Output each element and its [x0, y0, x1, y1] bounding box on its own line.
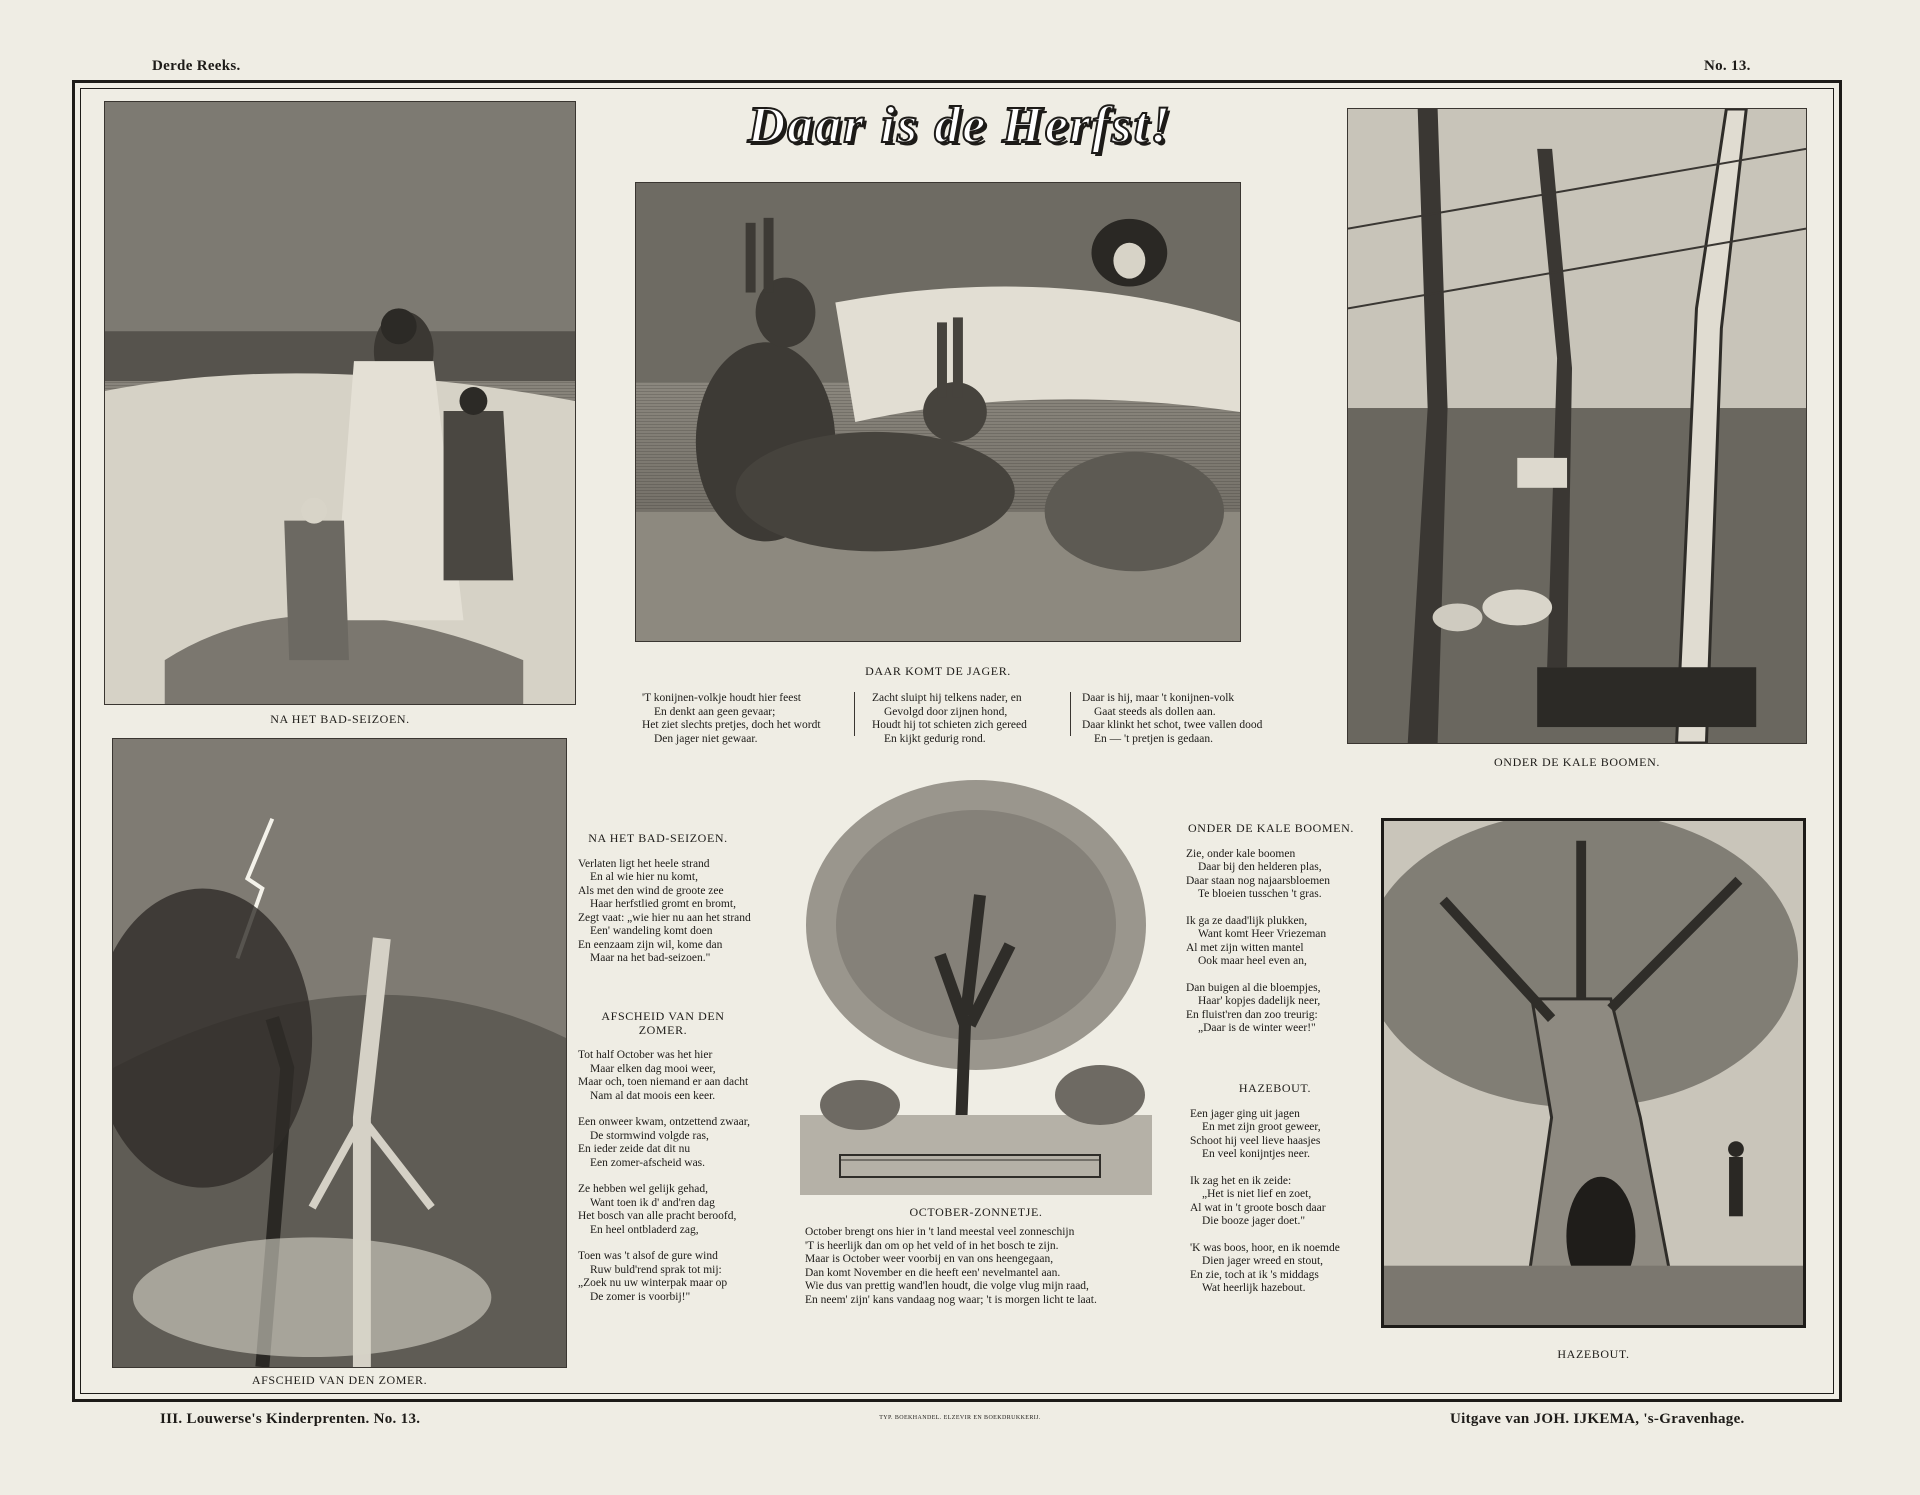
poem-heading: NA HET BAD-SEIZOEN. [588, 831, 728, 845]
poem-line: Daar bij den helderen plas, [1198, 861, 1322, 873]
caption-october: OCTOBER-ZONNETJE. [909, 1205, 1043, 1219]
poem-line: Houdt hij tot schieten zich gereed [872, 719, 1027, 731]
poem-line: En fluist'ren dan zoo treurig: [1186, 1008, 1318, 1021]
caption-bad-seizoen: NA HET BAD-SEIZOEN. [270, 712, 410, 726]
poem-hazebout [1190, 1082, 1360, 1296]
poem-heading: AFSCHEID VAN DEN ZOMER. [601, 1009, 725, 1037]
poem-line: En veel konijntjes neer. [1202, 1148, 1310, 1160]
poem-october [805, 1226, 1097, 1307]
poem-line: Daar is hij, maar 't konijnen-volk [1082, 692, 1235, 704]
poem-line: Het ziet slechts pretjes, doch het wordt [642, 719, 821, 731]
bare-trees-scene-icon [1348, 109, 1806, 743]
poem-line: Zie, onder kale boomen [1186, 847, 1296, 860]
poem-line: Schoot hij veel lieve haasjes [1190, 1134, 1321, 1147]
poem-line: Gaat steeds als dollen aan. [1094, 705, 1216, 718]
column-divider [1070, 692, 1071, 736]
footer-printer: TYP. BOEKHANDEL. ELZEVIR EN BOEKDRUKKERIJ. [879, 1415, 1041, 1421]
poem-line: En — 't pretjen is gedaan. [1094, 732, 1213, 745]
poem-line: Al met zijn witten mantel [1186, 941, 1304, 954]
poem-line: En denkt aan geen gevaar; [654, 705, 776, 718]
rabbits-scene-icon [636, 183, 1240, 641]
poem-heading: HAZEBOUT. [1238, 1081, 1312, 1095]
poem-line: Een zomer-afscheid was. [590, 1156, 706, 1169]
poem-jager-col1 [642, 692, 821, 746]
poem-line: Maar is October weer voorbij en van ons heengegaan, [805, 1253, 1054, 1265]
poem-line: Toen was 't alsof de gure wind [578, 1250, 718, 1262]
poem-line: „Daar is de winter weer!" [1198, 1022, 1316, 1034]
poem-line: October brengt ons hier in 't land meestal veel zonneschijn [805, 1226, 1075, 1238]
poem-line: Te bloeien tusschen 't gras. [1198, 888, 1322, 900]
poem-line: 'K was boos, hoor, en ik noemde [1190, 1241, 1340, 1254]
poem-line: Al wat in 't groote bosch daar [1190, 1201, 1326, 1214]
oak-tree-scene-icon [800, 775, 1152, 1195]
poem-kale-boomen [1186, 822, 1356, 1036]
poem-line: 'T is heerlijk dan om op het veld of in het bosch te zijn. [805, 1239, 1059, 1252]
caption-hazebout: HAZEBOUT. [1557, 1347, 1630, 1361]
footer-series: III. Louwerse's Kinderprenten. No. 13. [160, 1411, 421, 1427]
poem-line: En eenzaam zijn wil, kome dan [578, 938, 723, 951]
poem-line: 'T konijnen-volkje houdt hier feest [642, 692, 801, 704]
poem-line: Het bosch van alle pracht beroofd, [578, 1210, 737, 1222]
storm-scene-icon [113, 739, 566, 1367]
poem-line: Wie dus van prettig wand'len houdt, die volge vlug mijn raad, [805, 1280, 1089, 1292]
caption-jager: DAAR KOMT DE JAGER. [865, 664, 1011, 678]
poem-line: Een jager ging uit jagen [1190, 1107, 1300, 1120]
illustration-beach [104, 101, 576, 705]
poem-line: Want komt Heer Vriezeman [1198, 928, 1327, 940]
poem-line: Die booze jager doet." [1202, 1215, 1306, 1227]
poem-line: Een' wandeling komt doen [590, 925, 713, 937]
poem-line: Wat heerlijk hazebout. [1202, 1282, 1306, 1294]
poem-line: Dan buigen al die bloempjes, [1186, 981, 1321, 994]
series-label: Derde Reeks. [152, 58, 241, 74]
illustration-bare-trees [1347, 108, 1807, 744]
poem-line: „Zoek nu uw winterpak maar op [578, 1277, 728, 1289]
illustration-rabbits [635, 182, 1241, 642]
column-divider [854, 692, 855, 736]
poem-line: En neem' zijn' kans vandaag nog waar; 't is morgen licht te laat. [805, 1293, 1097, 1306]
poem-line: Maar elken dag mooi weer, [590, 1062, 716, 1075]
poem-line: Als met den wind de groote zee [578, 884, 724, 897]
poem-line: Zacht sluipt hij telkens nader, en [872, 692, 1022, 704]
poem-line: Ruw buld'rend sprak tot mij: [590, 1263, 722, 1276]
poem-line: Dien jager wreed en stout, [1202, 1255, 1324, 1267]
poem-line: Want toen ik d' and'ren dag [590, 1196, 715, 1209]
poem-line: Ik ga ze daad'lijk plukken, [1186, 914, 1308, 927]
poem-heading: ONDER DE KALE BOOMEN. [1188, 821, 1354, 835]
poem-line: En al wie hier nu komt, [590, 871, 698, 883]
poem-line: Haar' kopjes dadelijk neer, [1198, 995, 1321, 1007]
poem-afscheid [578, 1010, 748, 1304]
issue-number: No. 13. [1704, 58, 1751, 74]
illustration-storm [112, 738, 567, 1368]
poem-line: Maar na het bad-seizoen." [590, 952, 711, 964]
poem-line: Daar klinkt het schot, twee vallen dood [1082, 719, 1263, 731]
poem-bad-seizoen [578, 831, 751, 966]
poem-line: Gevolgd door zijnen hond, [884, 705, 1008, 718]
poem-line: Tot half October was het hier [578, 1049, 713, 1061]
poem-line: Haar herfstlied gromt en bromt, [590, 898, 736, 910]
poem-line: Een onweer kwam, ontzettend zwaar, [578, 1116, 750, 1128]
caption-afscheid: AFSCHEID VAN DEN ZOMER. [251, 1373, 428, 1387]
page-title: Daar is de Herfst! [747, 97, 1173, 154]
caption-kale-boomen: ONDER DE KALE BOOMEN. [1494, 755, 1660, 769]
poem-line: Verlaten ligt het heele strand [578, 857, 710, 870]
poem-line: Daar staan nog najaarsbloemen [1186, 874, 1331, 887]
old-tree-scene-icon [1384, 821, 1803, 1325]
poem-line: Dan komt November en die heeft een' nevelmantel aan. [805, 1266, 1061, 1279]
poem-line: Ook maar heel even an, [1198, 955, 1307, 967]
poem-line: De stormwind volgde ras, [590, 1129, 709, 1142]
footer-publisher: Uitgave van JOH. IJKEMA, 's-Gravenhage. [1450, 1411, 1745, 1427]
poem-line: „Het is niet lief en zoet, [1202, 1188, 1312, 1200]
poem-line: Den jager niet gewaar. [654, 732, 758, 745]
beach-scene-icon [105, 102, 575, 704]
poem-line: Ze hebben wel gelijk gehad, [578, 1183, 708, 1195]
poem-line: En kijkt gedurig rond. [884, 732, 986, 745]
poem-line: Nam al dat moois een keer. [590, 1089, 716, 1102]
poem-line: En heel ontbladerd zag, [590, 1223, 699, 1236]
poem-line: Ik zag het en ik zeide: [1190, 1174, 1292, 1187]
poem-line: En met zijn groot geweer, [1202, 1121, 1321, 1133]
illustration-old-tree [1381, 818, 1806, 1328]
poem-line: En ieder zeide dat dit nu [578, 1143, 691, 1155]
poem-jager-col2 [872, 692, 1027, 746]
illustration-oak-tree [800, 775, 1152, 1195]
poem-line: En zie, toch at ik 's middags [1190, 1268, 1319, 1281]
poem-line: Maar och, toen niemand er aan dacht [578, 1076, 749, 1088]
poem-line: De zomer is voorbij!" [590, 1290, 691, 1303]
poem-line: Zegt vaat: „wie hier nu aan het strand [578, 911, 751, 924]
poem-jager-col3 [1082, 692, 1262, 746]
